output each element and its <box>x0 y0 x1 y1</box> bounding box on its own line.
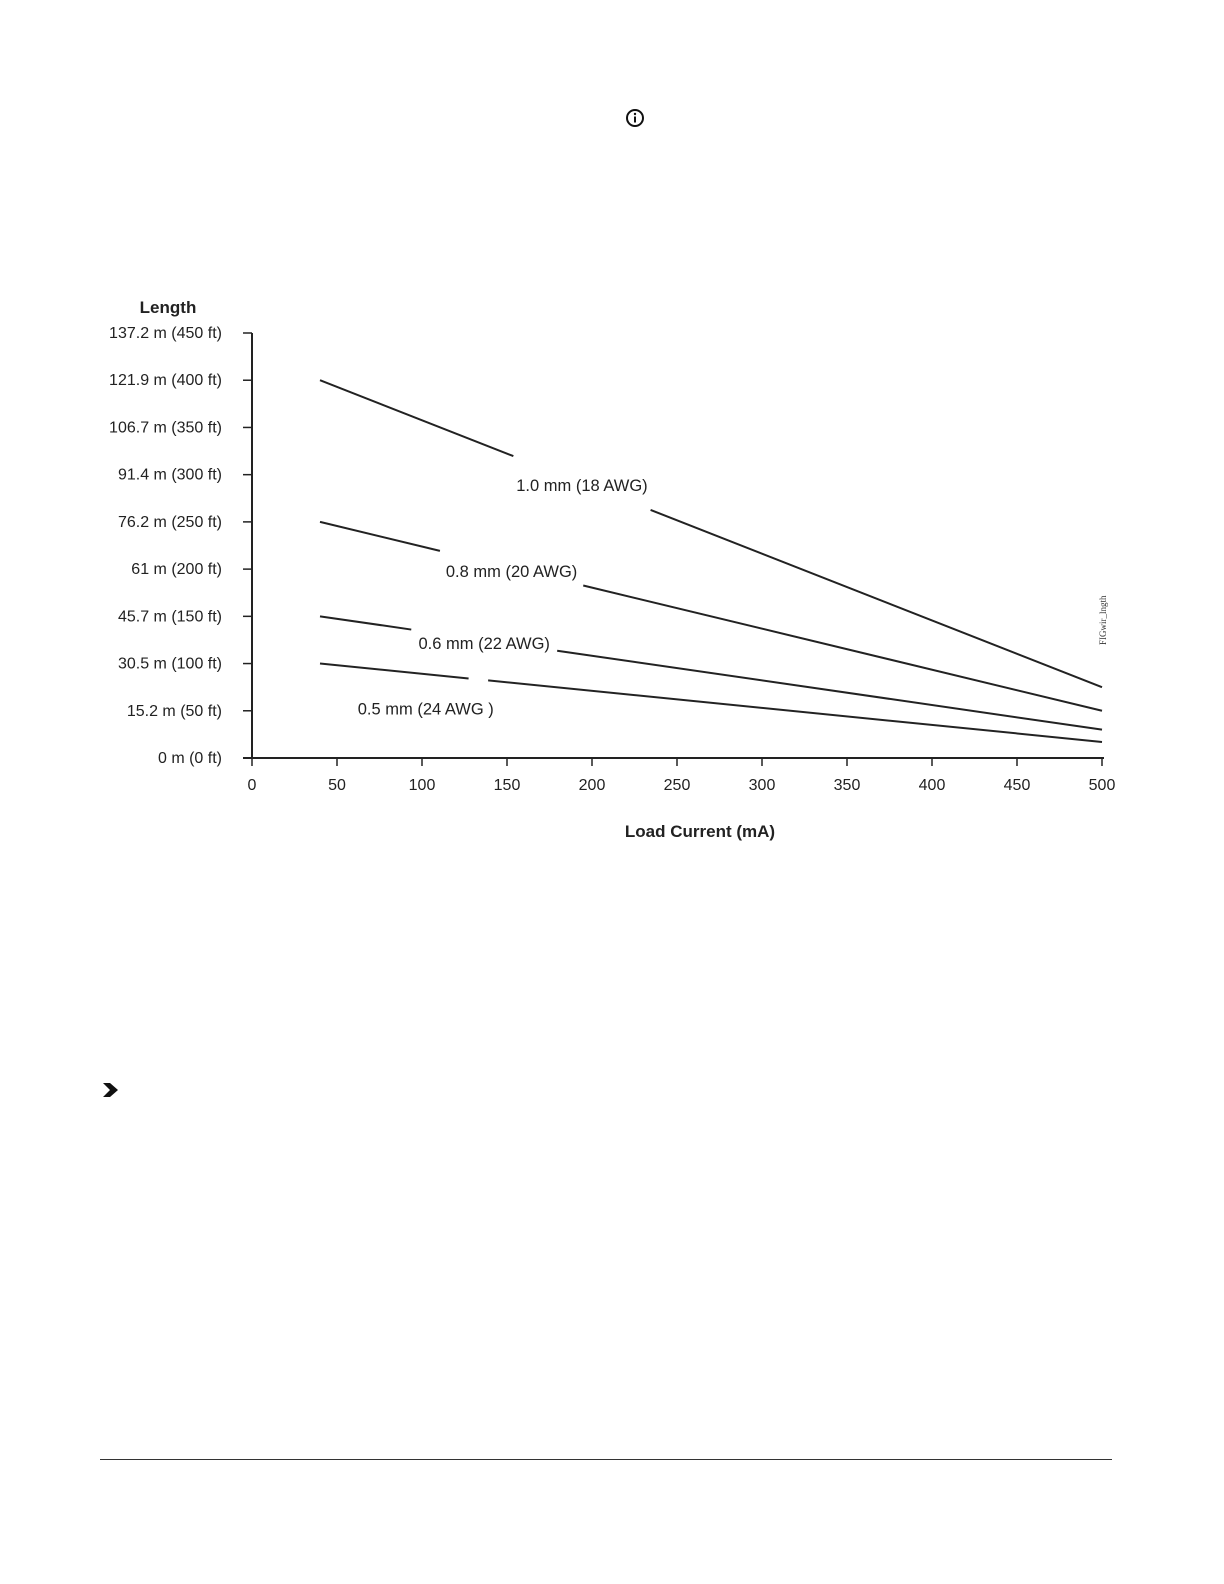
series-line-segment <box>651 510 1102 687</box>
y-tick-label: 121.9 m (400 ft) <box>109 372 222 390</box>
series-lines <box>320 380 1102 742</box>
y-tick-label: 106.7 m (350 ft) <box>109 419 222 437</box>
series-label: 0.5 mm (24 AWG ) <box>357 700 494 719</box>
series-label: 0.8 mm (20 AWG) <box>445 563 578 582</box>
series-line-segment <box>320 616 411 629</box>
y-tick-label: 76.2 m (250 ft) <box>117 513 222 531</box>
y-tick-label: 0 m (0 ft) <box>157 750 222 767</box>
x-tick-label: 300 <box>748 777 776 794</box>
y-tick-label: 30.5 m (100 ft) <box>117 655 222 673</box>
footer-divider <box>100 1459 1112 1460</box>
x-tick-label: 0 <box>247 777 257 794</box>
x-tick-label: 150 <box>493 777 521 794</box>
x-tick-label: 200 <box>578 777 606 794</box>
y-axis-title: Length <box>139 298 197 317</box>
y-tick-label: 15.2 m (50 ft) <box>126 702 222 720</box>
series-line-segment <box>320 380 513 456</box>
series-line-segment <box>488 680 1102 742</box>
x-tick-label: 50 <box>328 777 346 794</box>
x-tick-label: 450 <box>1003 777 1031 794</box>
y-tick-label: 61 m (200 ft) <box>131 561 222 579</box>
x-axis-ticks <box>248 758 1116 794</box>
x-axis-title: Load Current (mA) <box>624 822 776 841</box>
series-line-segment <box>320 664 469 679</box>
x-tick-label: 100 <box>408 777 436 794</box>
x-tick-label: 500 <box>1088 777 1116 794</box>
y-tick-label: 45.7 m (150 ft) <box>117 608 222 626</box>
x-tick-label: 350 <box>833 777 861 794</box>
series-label: 0.6 mm (22 AWG) <box>418 635 550 654</box>
x-tick-label: 400 <box>918 777 946 794</box>
series-line-segment <box>320 522 440 551</box>
y-tick-label: 137.2 m (450 ft) <box>109 325 222 342</box>
series-label: 1.0 mm (18 AWG) <box>516 477 648 496</box>
figure-id-label: FIGwir_lngth <box>1098 595 1108 645</box>
y-tick-label: 91.4 m (300 ft) <box>117 466 222 484</box>
chevron-right-bold-icon <box>102 1082 120 1098</box>
x-tick-label: 250 <box>663 777 691 794</box>
y-axis-ticks <box>109 325 252 767</box>
